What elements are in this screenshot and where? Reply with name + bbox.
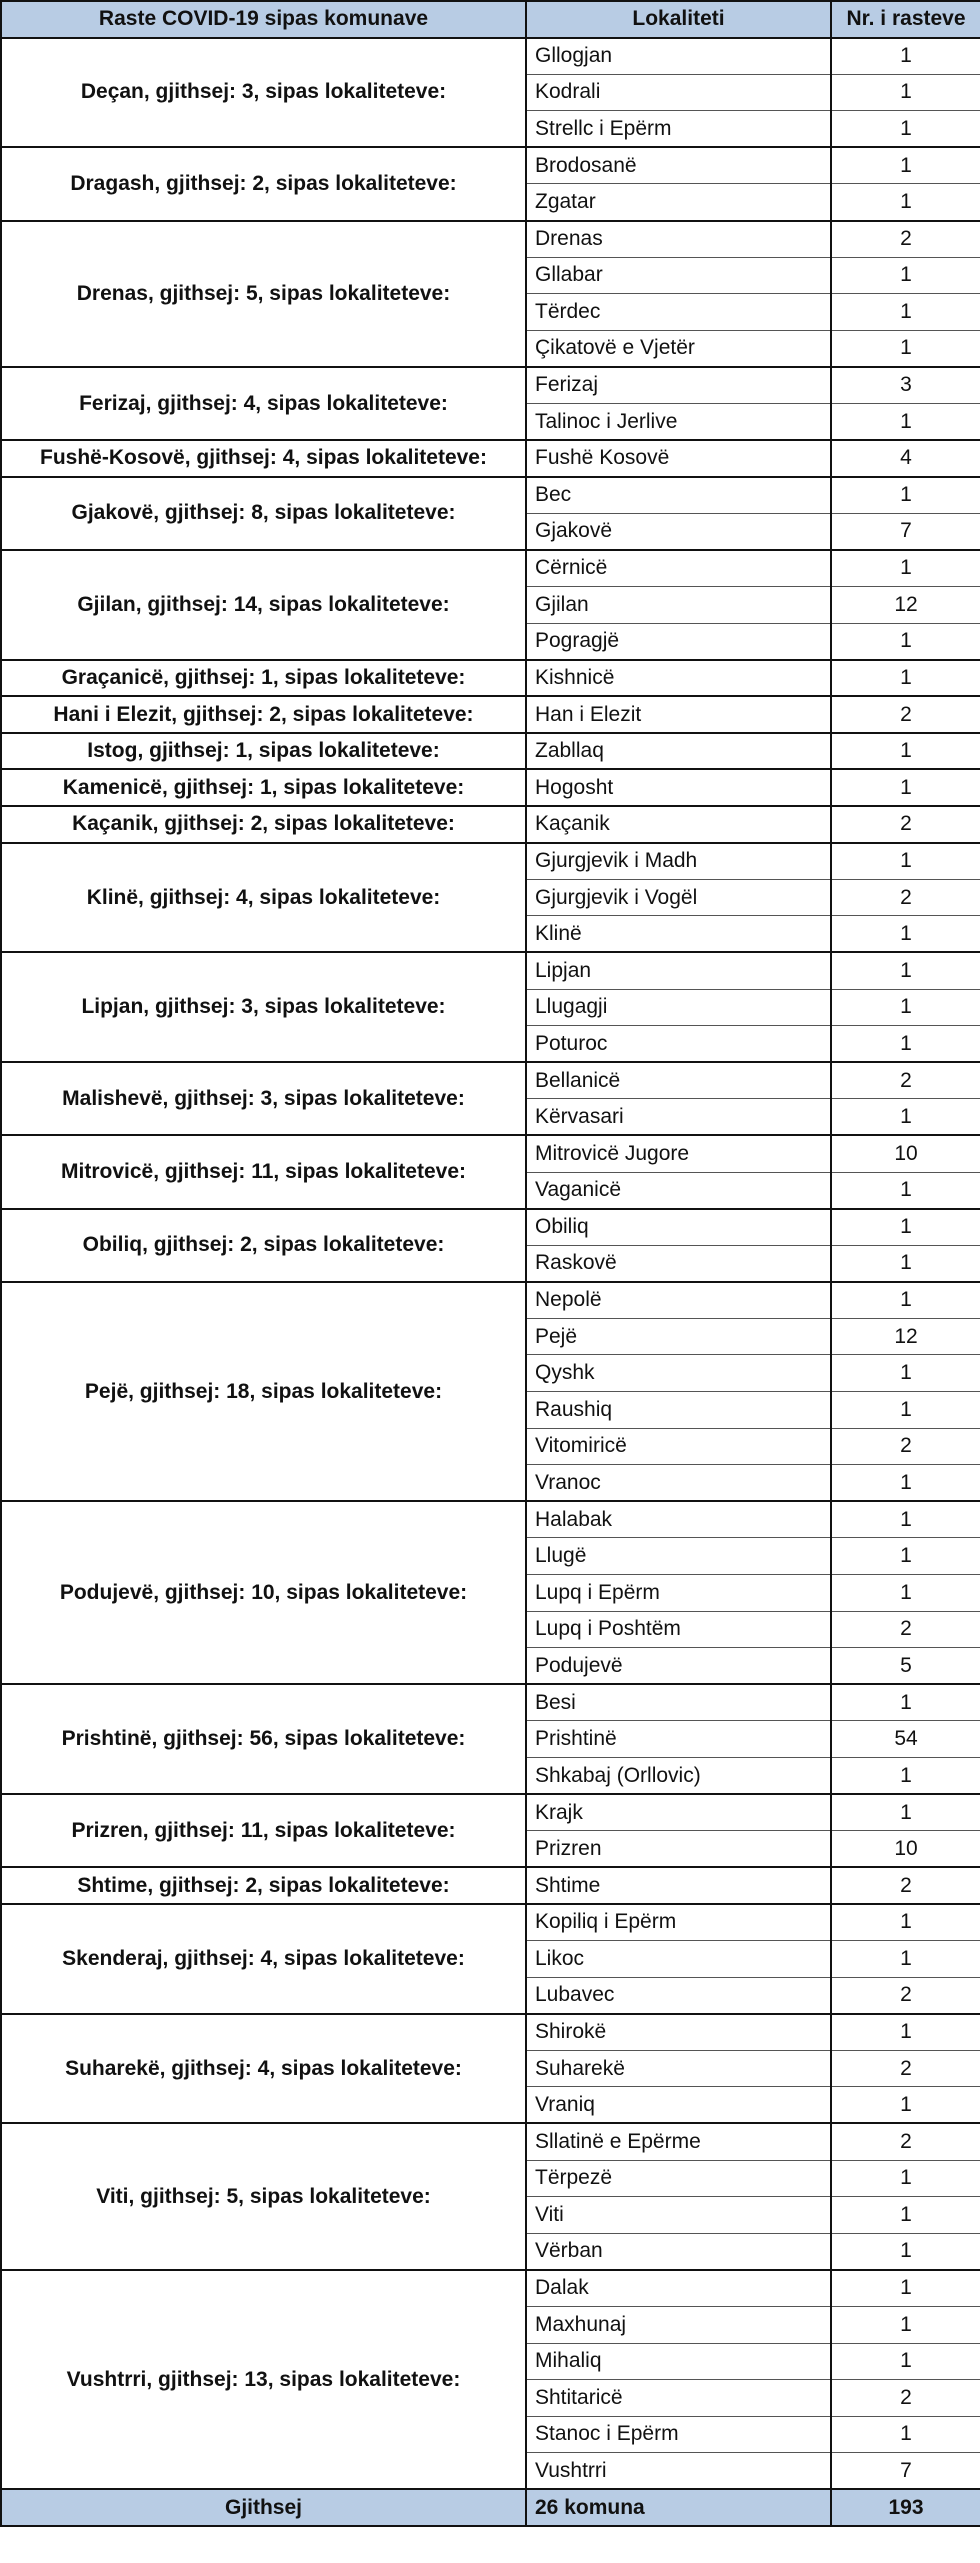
- case-count-cell: 1: [831, 660, 980, 697]
- locality-cell: Tërpezë: [526, 2160, 831, 2197]
- case-count-cell: 54: [831, 1721, 980, 1758]
- header-municipality: Raste COVID-19 sipas komunave: [1, 1, 526, 38]
- table-row: [1, 440, 980, 477]
- locality-cell: Kërvasari: [526, 1099, 831, 1136]
- municipality-cell: Gjakovë, gjithsej: 8, sipas lokaliteteve:: [1, 477, 526, 550]
- locality-cell: Gllabar: [526, 257, 831, 294]
- municipality-cell: Gjilan, gjithsej: 14, sipas lokaliteteve:: [1, 550, 526, 660]
- footer-municipality-count: 26 komuna: [526, 2489, 831, 2526]
- case-count-cell: 3: [831, 367, 980, 404]
- locality-cell: Drenas: [526, 221, 831, 258]
- case-count-cell: 1: [831, 1282, 980, 1319]
- case-count-cell: 1: [831, 1538, 980, 1575]
- locality-cell: Kaçanik: [526, 806, 831, 843]
- locality-cell: Vërban: [526, 2233, 831, 2270]
- municipality-cell: Suharekë, gjithsej: 4, sipas lokaliteteve:: [1, 2014, 526, 2124]
- case-count-cell: 1: [831, 1355, 980, 1392]
- case-count-cell: 12: [831, 587, 980, 624]
- table-row: [1, 806, 980, 843]
- locality-cell: Gjurgjevik i Vogël: [526, 879, 831, 916]
- municipality-cell: Lipjan, gjithsej: 3, sipas lokaliteteve:: [1, 952, 526, 1062]
- case-count-cell: 2: [831, 1867, 980, 1904]
- case-count-cell: 10: [831, 1135, 980, 1172]
- municipality-cell: Fushë-Kosovë, gjithsej: 4, sipas lokaliteteve:: [1, 440, 526, 477]
- case-count-cell: 5: [831, 1648, 980, 1685]
- locality-cell: Vushtrri: [526, 2453, 831, 2490]
- municipality-cell: Ferizaj, gjithsej: 4, sipas lokaliteteve:: [1, 367, 526, 440]
- case-count-cell: 1: [831, 2160, 980, 2197]
- case-count-cell: 1: [831, 1099, 980, 1136]
- case-count-cell: 1: [831, 769, 980, 806]
- case-count-cell: 1: [831, 1794, 980, 1831]
- case-count-cell: 1: [831, 989, 980, 1026]
- header-count: Nr. i rasteve: [831, 1, 980, 38]
- case-count-cell: 1: [831, 2197, 980, 2234]
- locality-cell: Strellc i Epërm: [526, 111, 831, 148]
- case-count-cell: 7: [831, 513, 980, 550]
- locality-cell: Pogragjë: [526, 623, 831, 660]
- case-count-cell: 1: [831, 1209, 980, 1246]
- table-row: [1, 38, 980, 75]
- municipality-cell: Prishtinë, gjithsej: 56, sipas lokaliteteve:: [1, 1684, 526, 1794]
- case-count-cell: 1: [831, 2306, 980, 2343]
- case-count-cell: 1: [831, 147, 980, 184]
- case-count-cell: 1: [831, 2343, 980, 2380]
- case-count-cell: 1: [831, 1575, 980, 1612]
- case-count-cell: 1: [831, 843, 980, 880]
- locality-cell: Vraniq: [526, 2087, 831, 2124]
- locality-cell: Çikatovë e Vjetër: [526, 330, 831, 367]
- locality-cell: Prishtinë: [526, 1721, 831, 1758]
- locality-cell: Dalak: [526, 2270, 831, 2307]
- municipality-cell: Kaçanik, gjithsej: 2, sipas lokaliteteve:: [1, 806, 526, 843]
- case-count-cell: 2: [831, 2123, 980, 2160]
- case-count-cell: 2: [831, 221, 980, 258]
- locality-cell: Lupq i Poshtëm: [526, 1611, 831, 1648]
- municipality-cell: Malishevë, gjithsej: 3, sipas lokaliteteve:: [1, 1062, 526, 1135]
- table-row: [1, 147, 980, 184]
- case-count-cell: 1: [831, 1758, 980, 1795]
- locality-cell: Kishnicë: [526, 660, 831, 697]
- table-body: [1, 38, 980, 2490]
- locality-cell: Bec: [526, 477, 831, 514]
- case-count-cell: 1: [831, 1172, 980, 1209]
- locality-cell: Prizren: [526, 1831, 831, 1868]
- case-count-cell: 2: [831, 1062, 980, 1099]
- case-count-cell: 1: [831, 2014, 980, 2051]
- case-count-cell: 1: [831, 38, 980, 75]
- locality-cell: Mitrovicë Jugore: [526, 1135, 831, 1172]
- case-count-cell: 10: [831, 1831, 980, 1868]
- case-count-cell: 2: [831, 696, 980, 733]
- case-count-cell: 1: [831, 74, 980, 111]
- table-row: [1, 660, 980, 697]
- footer-total-cases: 193: [831, 2489, 980, 2526]
- locality-cell: Vitomiricë: [526, 1428, 831, 1465]
- table-row: [1, 1282, 980, 1319]
- locality-cell: Zabllaq: [526, 733, 831, 770]
- locality-cell: Kodrali: [526, 74, 831, 111]
- case-count-cell: 2: [831, 806, 980, 843]
- table-row: [1, 1684, 980, 1721]
- table-row: [1, 1867, 980, 1904]
- locality-cell: Gjakovë: [526, 513, 831, 550]
- table-row: [1, 952, 980, 989]
- case-count-cell: 1: [831, 184, 980, 221]
- locality-cell: Pejë: [526, 1318, 831, 1355]
- locality-cell: Bellanicë: [526, 1062, 831, 1099]
- municipality-cell: Kamenicë, gjithsej: 1, sipas lokaliteteve:: [1, 769, 526, 806]
- municipality-cell: Dragash, gjithsej: 2, sipas lokaliteteve:: [1, 147, 526, 220]
- table-row: [1, 477, 980, 514]
- table-row: [1, 1501, 980, 1538]
- table-row: [1, 550, 980, 587]
- locality-cell: Lupq i Epërm: [526, 1575, 831, 1612]
- locality-cell: Ferizaj: [526, 367, 831, 404]
- locality-cell: Gjilan: [526, 587, 831, 624]
- municipality-cell: Mitrovicë, gjithsej: 11, sipas lokaliteteve:: [1, 1135, 526, 1208]
- locality-cell: Poturoc: [526, 1026, 831, 1063]
- locality-cell: Han i Elezit: [526, 696, 831, 733]
- case-count-cell: 4: [831, 440, 980, 477]
- municipality-cell: Vushtrri, gjithsej: 13, sipas lokaliteteve:: [1, 2270, 526, 2490]
- municipality-cell: Istog, gjithsej: 1, sipas lokaliteteve:: [1, 733, 526, 770]
- table-row: [1, 1904, 980, 1941]
- locality-cell: Shtitaricë: [526, 2380, 831, 2417]
- case-count-cell: 7: [831, 2453, 980, 2490]
- locality-cell: Llugë: [526, 1538, 831, 1575]
- locality-cell: Zgatar: [526, 184, 831, 221]
- municipality-cell: Obiliq, gjithsej: 2, sipas lokaliteteve:: [1, 1209, 526, 1282]
- case-count-cell: 1: [831, 1501, 980, 1538]
- table-header-row: [1, 1, 980, 38]
- table-row: [1, 1135, 980, 1172]
- locality-cell: Kopiliq i Epërm: [526, 1904, 831, 1941]
- locality-cell: Vranoc: [526, 1465, 831, 1502]
- table-row: [1, 2270, 980, 2307]
- municipality-cell: Pejë, gjithsej: 18, sipas lokaliteteve:: [1, 1282, 526, 1502]
- table-row: [1, 367, 980, 404]
- case-count-cell: 1: [831, 1684, 980, 1721]
- case-count-cell: 1: [831, 623, 980, 660]
- locality-cell: Suharekë: [526, 2050, 831, 2087]
- case-count-cell: 1: [831, 1940, 980, 1977]
- municipality-cell: Hani i Elezit, gjithsej: 2, sipas lokaliteteve:: [1, 696, 526, 733]
- case-count-cell: 1: [831, 916, 980, 953]
- table-row: [1, 733, 980, 770]
- case-count-cell: 1: [831, 733, 980, 770]
- municipality-cell: Graçanicë, gjithsej: 1, sipas lokaliteteve:: [1, 660, 526, 697]
- case-count-cell: 1: [831, 952, 980, 989]
- header-locality: Lokaliteti: [526, 1, 831, 38]
- municipality-cell: Shtime, gjithsej: 2, sipas lokaliteteve:: [1, 1867, 526, 1904]
- footer-total-label: Gjithsej: [1, 2489, 526, 2526]
- locality-cell: Podujevë: [526, 1648, 831, 1685]
- locality-cell: Shtime: [526, 1867, 831, 1904]
- case-count-cell: 1: [831, 477, 980, 514]
- locality-cell: Maxhunaj: [526, 2306, 831, 2343]
- municipality-cell: Deçan, gjithsej: 3, sipas lokaliteteve:: [1, 38, 526, 148]
- municipality-cell: Prizren, gjithsej: 11, sipas lokaliteteve:: [1, 1794, 526, 1867]
- locality-cell: Llugagji: [526, 989, 831, 1026]
- case-count-cell: 2: [831, 1977, 980, 2014]
- case-count-cell: 1: [831, 330, 980, 367]
- locality-cell: Gllogjan: [526, 38, 831, 75]
- case-count-cell: 1: [831, 1392, 980, 1429]
- locality-cell: Lipjan: [526, 952, 831, 989]
- case-count-cell: 12: [831, 1318, 980, 1355]
- table-row: [1, 769, 980, 806]
- locality-cell: Viti: [526, 2197, 831, 2234]
- locality-cell: Krajk: [526, 1794, 831, 1831]
- locality-cell: Likoc: [526, 1940, 831, 1977]
- municipality-cell: Podujevë, gjithsej: 10, sipas lokaliteteve:: [1, 1501, 526, 1684]
- table-row: [1, 1794, 980, 1831]
- case-count-cell: 1: [831, 1026, 980, 1063]
- case-count-cell: 1: [831, 404, 980, 441]
- table-row: [1, 2123, 980, 2160]
- case-count-cell: 2: [831, 879, 980, 916]
- locality-cell: Nepolë: [526, 1282, 831, 1319]
- case-count-cell: 1: [831, 2270, 980, 2307]
- locality-cell: Raushiq: [526, 1392, 831, 1429]
- locality-cell: Obiliq: [526, 1209, 831, 1246]
- table-row: [1, 696, 980, 733]
- locality-cell: Qyshk: [526, 1355, 831, 1392]
- locality-cell: Talinoc i Jerlive: [526, 404, 831, 441]
- case-count-cell: 1: [831, 1465, 980, 1502]
- table-row: [1, 2014, 980, 2051]
- table-row: [1, 843, 980, 880]
- locality-cell: Sllatinë e Epërme: [526, 2123, 831, 2160]
- case-count-cell: 1: [831, 1904, 980, 1941]
- table-row: [1, 1062, 980, 1099]
- locality-cell: Lubavec: [526, 1977, 831, 2014]
- locality-cell: Fushë Kosovë: [526, 440, 831, 477]
- municipality-cell: Drenas, gjithsej: 5, sipas lokaliteteve:: [1, 221, 526, 367]
- case-count-cell: 1: [831, 294, 980, 331]
- locality-cell: Mihaliq: [526, 2343, 831, 2380]
- table-row: [1, 221, 980, 258]
- municipality-cell: Viti, gjithsej: 5, sipas lokaliteteve:: [1, 2123, 526, 2269]
- case-count-cell: 1: [831, 1245, 980, 1282]
- municipality-cell: Klinë, gjithsej: 4, sipas lokaliteteve:: [1, 843, 526, 953]
- locality-cell: Shirokë: [526, 2014, 831, 2051]
- locality-cell: Halabak: [526, 1501, 831, 1538]
- table-footer-row: [1, 2489, 980, 2526]
- case-count-cell: 1: [831, 2416, 980, 2453]
- case-count-cell: 2: [831, 1611, 980, 1648]
- locality-cell: Besi: [526, 1684, 831, 1721]
- case-count-cell: 1: [831, 2233, 980, 2270]
- locality-cell: Tërdec: [526, 294, 831, 331]
- locality-cell: Hogosht: [526, 769, 831, 806]
- locality-cell: Brodosanë: [526, 147, 831, 184]
- case-count-cell: 1: [831, 257, 980, 294]
- locality-cell: Raskovë: [526, 1245, 831, 1282]
- locality-cell: Vaganicë: [526, 1172, 831, 1209]
- case-count-cell: 2: [831, 2050, 980, 2087]
- case-count-cell: 1: [831, 550, 980, 587]
- locality-cell: Stanoc i Epërm: [526, 2416, 831, 2453]
- locality-cell: Klinë: [526, 916, 831, 953]
- municipality-cell: Skenderaj, gjithsej: 4, sipas lokaliteteve:: [1, 1904, 526, 2014]
- locality-cell: Gjurgjevik i Madh: [526, 843, 831, 880]
- case-count-cell: 2: [831, 1428, 980, 1465]
- locality-cell: Shkabaj (Orllovic): [526, 1758, 831, 1795]
- table-row: [1, 1209, 980, 1246]
- case-count-cell: 2: [831, 2380, 980, 2417]
- case-count-cell: 1: [831, 2087, 980, 2124]
- locality-cell: Cërnicë: [526, 550, 831, 587]
- case-count-cell: 1: [831, 111, 980, 148]
